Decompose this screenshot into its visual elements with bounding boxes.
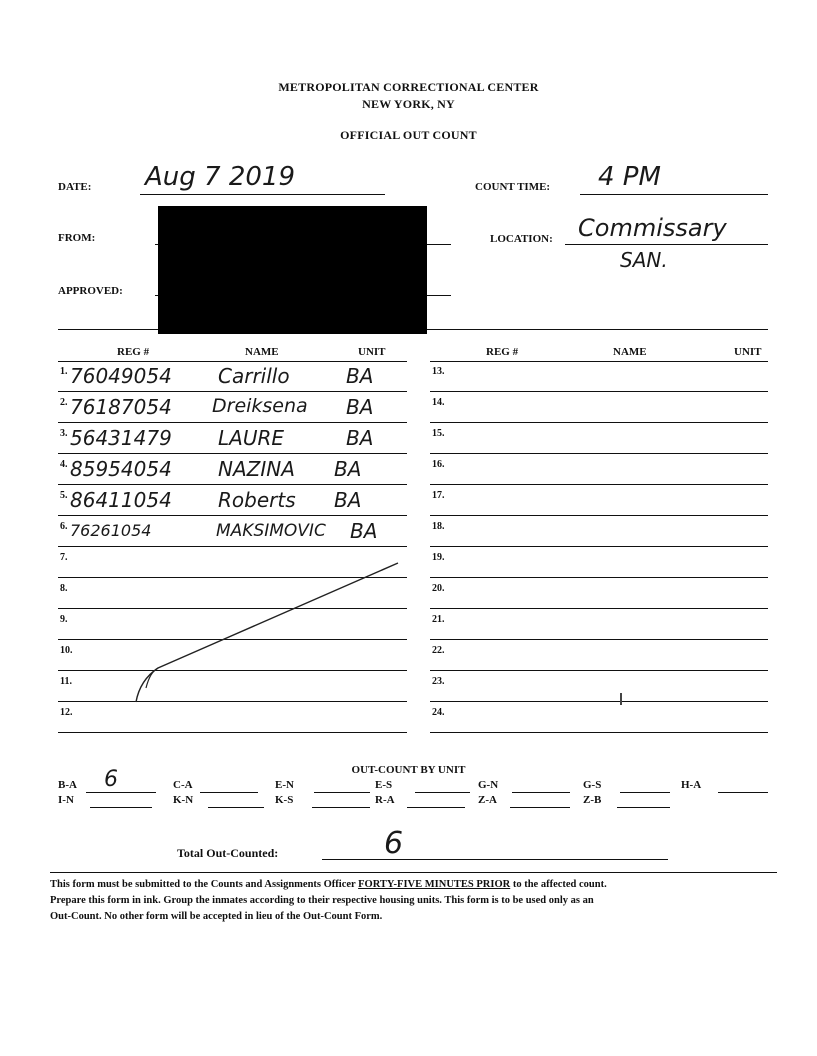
right-unit-header: UNIT	[734, 346, 762, 358]
total-line	[322, 859, 668, 860]
unit-label: Z-B	[583, 794, 602, 806]
unit: BA	[346, 364, 374, 388]
unit-label: I-N	[58, 794, 74, 806]
row-number: 19.	[432, 552, 445, 563]
row-number: 7.	[60, 552, 68, 563]
unit-label: G-N	[478, 779, 499, 791]
unit-line	[407, 807, 465, 808]
row-number: 11.	[60, 676, 72, 687]
right-name-header: NAME	[613, 346, 647, 358]
unit-line	[312, 807, 370, 808]
footer-rule	[50, 872, 777, 873]
unit-line	[620, 792, 670, 793]
row-number: 23.	[432, 676, 445, 687]
location-value: Commissary	[578, 214, 727, 242]
unit-line	[718, 792, 768, 793]
unit: BA	[350, 519, 378, 543]
row-number: 15.	[432, 428, 445, 439]
row-number: 17.	[432, 490, 445, 501]
row-number: 21.	[432, 614, 445, 625]
unit-line	[90, 807, 152, 808]
out-count-title: OUT-COUNT BY UNIT	[351, 764, 466, 776]
unit-line	[208, 807, 264, 808]
unit: BA	[334, 457, 362, 481]
approved-label: APPROVED:	[58, 285, 123, 297]
row-number: 18.	[432, 521, 445, 532]
unit-label: E-S	[375, 779, 393, 791]
left-unit-header: UNIT	[358, 346, 386, 358]
unit-label: K-S	[275, 794, 294, 806]
row-number: 5.	[60, 490, 68, 501]
row-number: 20.	[432, 583, 445, 594]
location-label: LOCATION:	[490, 233, 553, 245]
inmate-name: Dreiksena	[212, 395, 308, 417]
row-number: 24.	[432, 707, 445, 718]
unit-line	[86, 792, 156, 793]
count-time-label: COUNT TIME:	[475, 181, 551, 193]
unit-label: Z-A	[478, 794, 497, 806]
unit-label: K-N	[173, 794, 194, 806]
institution-city: NEW YORK, NY	[362, 97, 455, 111]
footer-line-1: This form must be submitted to the Counts and Assignments Officer FORTY-FIVE MINUTES PRIOR to the affected count.	[50, 879, 607, 890]
unit-line	[617, 807, 670, 808]
footer-line-2: Prepare this form in ink. Group the inmates according to their respective housing units. This form is to be used only as an	[50, 895, 594, 906]
row-number: 10.	[60, 645, 73, 656]
unit-label: C-A	[173, 779, 193, 791]
from-label: FROM:	[58, 232, 96, 244]
row-number: 9.	[60, 614, 68, 625]
reg-number: 76049054	[70, 364, 172, 388]
inmate-name: LAURE	[218, 426, 284, 450]
inmate-name: NAZINA	[218, 457, 295, 481]
date-label: DATE:	[58, 181, 92, 193]
unit-line	[510, 807, 570, 808]
unit-line	[415, 792, 470, 793]
form-title: OFFICIAL OUT COUNT	[340, 128, 477, 142]
footer-instructions	[50, 877, 790, 925]
row-number: 6.	[60, 521, 68, 532]
row-number: 8.	[60, 583, 68, 594]
footer-line-3: Out-Count. No other form will be accepted in lieu of the Out-Count Form.	[50, 911, 383, 922]
row-number: 1.	[60, 366, 68, 377]
unit-label: R-A	[375, 794, 395, 806]
footer-emphasis: FORTY-FIVE MINUTES PRIOR	[358, 879, 511, 890]
institution-name: METROPOLITAN CORRECTIONAL CENTER	[278, 80, 539, 94]
unit: BA	[346, 426, 374, 450]
right-reg-header: REG #	[486, 346, 519, 358]
total-value: 6	[384, 826, 404, 861]
row-number: 13.	[432, 366, 445, 377]
unit: BA	[334, 488, 362, 512]
row-number: 3.	[60, 428, 68, 439]
unit-value: 6	[104, 767, 118, 792]
reg-number: 76261054	[70, 521, 152, 540]
row-number: 14.	[432, 397, 445, 408]
left-reg-header: REG #	[117, 346, 150, 358]
inmate-name: Roberts	[218, 488, 296, 512]
reg-number: 56431479	[70, 426, 172, 450]
unit-line	[200, 792, 258, 793]
total-label: Total Out-Counted:	[177, 846, 279, 860]
left-name-header: NAME	[245, 346, 279, 358]
unit-line	[512, 792, 570, 793]
reg-number: 85954054	[70, 457, 172, 481]
unit-label: E-N	[275, 779, 294, 791]
row-number: 16.	[432, 459, 445, 470]
row-number: 4.	[60, 459, 68, 470]
reg-number: 76187054	[70, 395, 172, 419]
unit: BA	[346, 395, 374, 419]
count-time-value: 4 PM	[598, 162, 661, 192]
stray-mark	[620, 693, 626, 705]
row-number: 12.	[60, 707, 73, 718]
unit-line	[314, 792, 370, 793]
unit-label: H-A	[681, 779, 702, 791]
date-value: Aug 7 2019	[145, 162, 296, 192]
location-value-2: SAN.	[620, 248, 668, 272]
inmate-name: MAKSIMOVIC	[216, 521, 326, 541]
row-number: 22.	[432, 645, 445, 656]
unit-label: G-S	[583, 779, 602, 791]
inmate-name: Carrillo	[218, 364, 290, 388]
row-number: 2.	[60, 397, 68, 408]
unit-label: B-A	[58, 779, 77, 791]
reg-number: 86411054	[70, 488, 172, 512]
